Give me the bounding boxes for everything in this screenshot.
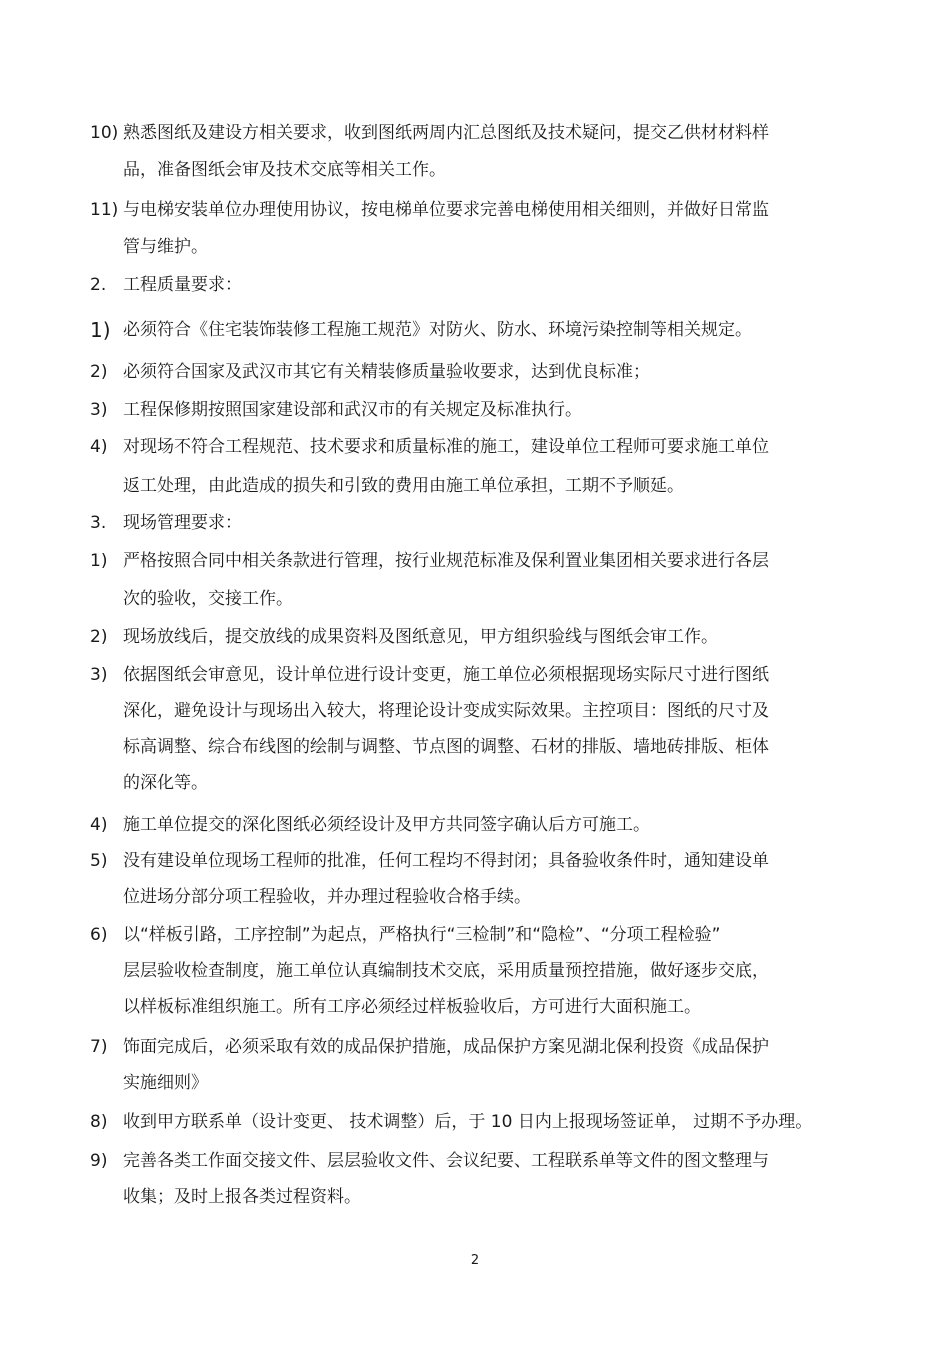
list-item <box>0 1107 950 1137</box>
list-item-continuation <box>0 696 950 726</box>
list-item <box>0 1146 950 1176</box>
list-item-continuation <box>0 992 950 1022</box>
list-item <box>0 270 950 300</box>
list-item <box>0 810 950 840</box>
list-item-continuation <box>0 471 950 501</box>
item-text: 以样板标准组织施工。所有工序必须经过样板验收后，方可进行大面积施工。 <box>123 997 701 1017</box>
item-number: 6) <box>90 925 108 945</box>
item-text: 收到甲方联系单（设计变更、 技术调整）后，于 10 日内上报现场签证单， 过期不予办理。 <box>123 1112 813 1132</box>
item-text: 现场管理要求： <box>123 513 242 533</box>
list-item-continuation <box>0 232 950 262</box>
item-text: 熟悉图纸及建设方相关要求，收到图纸两周内汇总图纸及技术疑问，提交乙供材材料样 <box>123 123 769 143</box>
item-number: 7) <box>90 1037 108 1057</box>
list-item <box>0 846 950 876</box>
item-number: 10) <box>90 123 119 143</box>
list-item <box>0 920 950 950</box>
item-text: 依据图纸会审意见，设计单位进行设计变更，施工单位必须根据现场实际尺寸进行图纸 <box>123 665 769 685</box>
list-item-continuation <box>0 768 950 798</box>
item-number: 1) <box>90 318 111 342</box>
list-item <box>0 660 950 690</box>
item-number: 4) <box>90 815 108 835</box>
list-item <box>0 508 950 538</box>
item-text: 返工处理，由此造成的损失和引致的费用由施工单位承担，工期不予顺延。 <box>123 476 684 496</box>
item-text: 标高调整、综合布线图的绘制与调整、节点图的调整、石材的排版、墙地砖排版、柜体 <box>123 737 769 757</box>
item-text: 收集；及时上报各类过程资料。 <box>123 1187 361 1207</box>
item-text: 实施细则》 <box>123 1073 208 1093</box>
list-item <box>0 622 950 652</box>
list-item-continuation <box>0 882 950 912</box>
item-text: 的深化等。 <box>123 773 208 793</box>
item-text: 工程保修期按照国家建设部和武汉市的有关规定及标准执行。 <box>123 400 582 420</box>
item-text: 必须符合《住宅装饰装修工程施工规范》对防火、防水、环境污染控制等相关规定。 <box>123 320 752 340</box>
item-text: 对现场不符合工程规范、技术要求和质量标准的施工，建设单位工程师可要求施工单位 <box>123 437 769 457</box>
list-item-continuation <box>0 155 950 185</box>
item-number: 11) <box>90 200 119 220</box>
item-text: 管与维护。 <box>123 237 208 257</box>
list-item <box>0 357 950 387</box>
item-text: 现场放线后，提交放线的成果资料及图纸意见，甲方组织验线与图纸会审工作。 <box>123 627 718 647</box>
item-text: 完善各类工作面交接文件、层层验收文件、会议纪要、工程联系单等文件的图文整理与 <box>123 1151 769 1171</box>
item-number: 9) <box>90 1151 108 1171</box>
item-text: 以“样板引路，工序控制”为起点，严格执行“三检制”和“隐检”、“分项工程检验” <box>123 925 721 945</box>
item-number: 2. <box>90 275 107 295</box>
item-text: 次的验收，交接工作。 <box>123 589 293 609</box>
item-number: 3) <box>90 665 108 685</box>
item-text: 层层验收检查制度，施工单位认真编制技术交底，采用质量预控措施，做好逐步交底， <box>123 961 769 981</box>
item-number: 5) <box>90 851 108 871</box>
list-item-continuation <box>0 956 950 986</box>
item-text: 没有建设单位现场工程师的批准，任何工程均不得封闭；具备验收条件时，通知建设单 <box>123 851 769 871</box>
item-number: 8) <box>90 1112 108 1132</box>
item-text: 饰面完成后，必须采取有效的成品保护措施，成品保护方案见湖北保利投资《成品保护 <box>123 1037 769 1057</box>
item-number: 3. <box>90 513 107 533</box>
item-text: 位进场分部分项工程验收，并办理过程验收合格手续。 <box>123 887 531 907</box>
item-number: 1) <box>90 551 108 571</box>
list-item-continuation <box>0 1182 950 1212</box>
item-text: 品，准备图纸会审及技术交底等相关工作。 <box>123 160 446 180</box>
list-item <box>0 118 950 148</box>
item-text: 深化，避免设计与现场出入较大，将理论设计变成实际效果。主控项目：图纸的尺寸及 <box>123 701 769 721</box>
list-item <box>0 432 950 462</box>
item-number: 3) <box>90 400 108 420</box>
item-text: 严格按照合同中相关条款进行管理，按行业规范标准及保利置业集团相关要求进行各层 <box>123 551 769 571</box>
item-number: 4) <box>90 437 108 457</box>
page-number: 2 <box>470 1253 480 1268</box>
item-text: 与电梯安装单位办理使用协议，按电梯单位要求完善电梯使用相关细则，并做好日常监 <box>123 200 769 220</box>
list-item <box>0 546 950 576</box>
list-item-continuation <box>0 584 950 614</box>
list-item <box>0 315 950 345</box>
list-item-continuation <box>0 732 950 762</box>
item-text: 施工单位提交的深化图纸必须经设计及甲方共同签字确认后方可施工。 <box>123 815 650 835</box>
list-item <box>0 395 950 425</box>
list-item <box>0 1032 950 1062</box>
item-number: 2) <box>90 627 108 647</box>
item-number: 2) <box>90 362 108 382</box>
item-text: 工程质量要求： <box>123 275 242 295</box>
list-item-continuation <box>0 1068 950 1098</box>
list-item <box>0 195 950 225</box>
item-text: 必须符合国家及武汉市其它有关精装修质量验收要求，达到优良标准； <box>123 362 650 382</box>
